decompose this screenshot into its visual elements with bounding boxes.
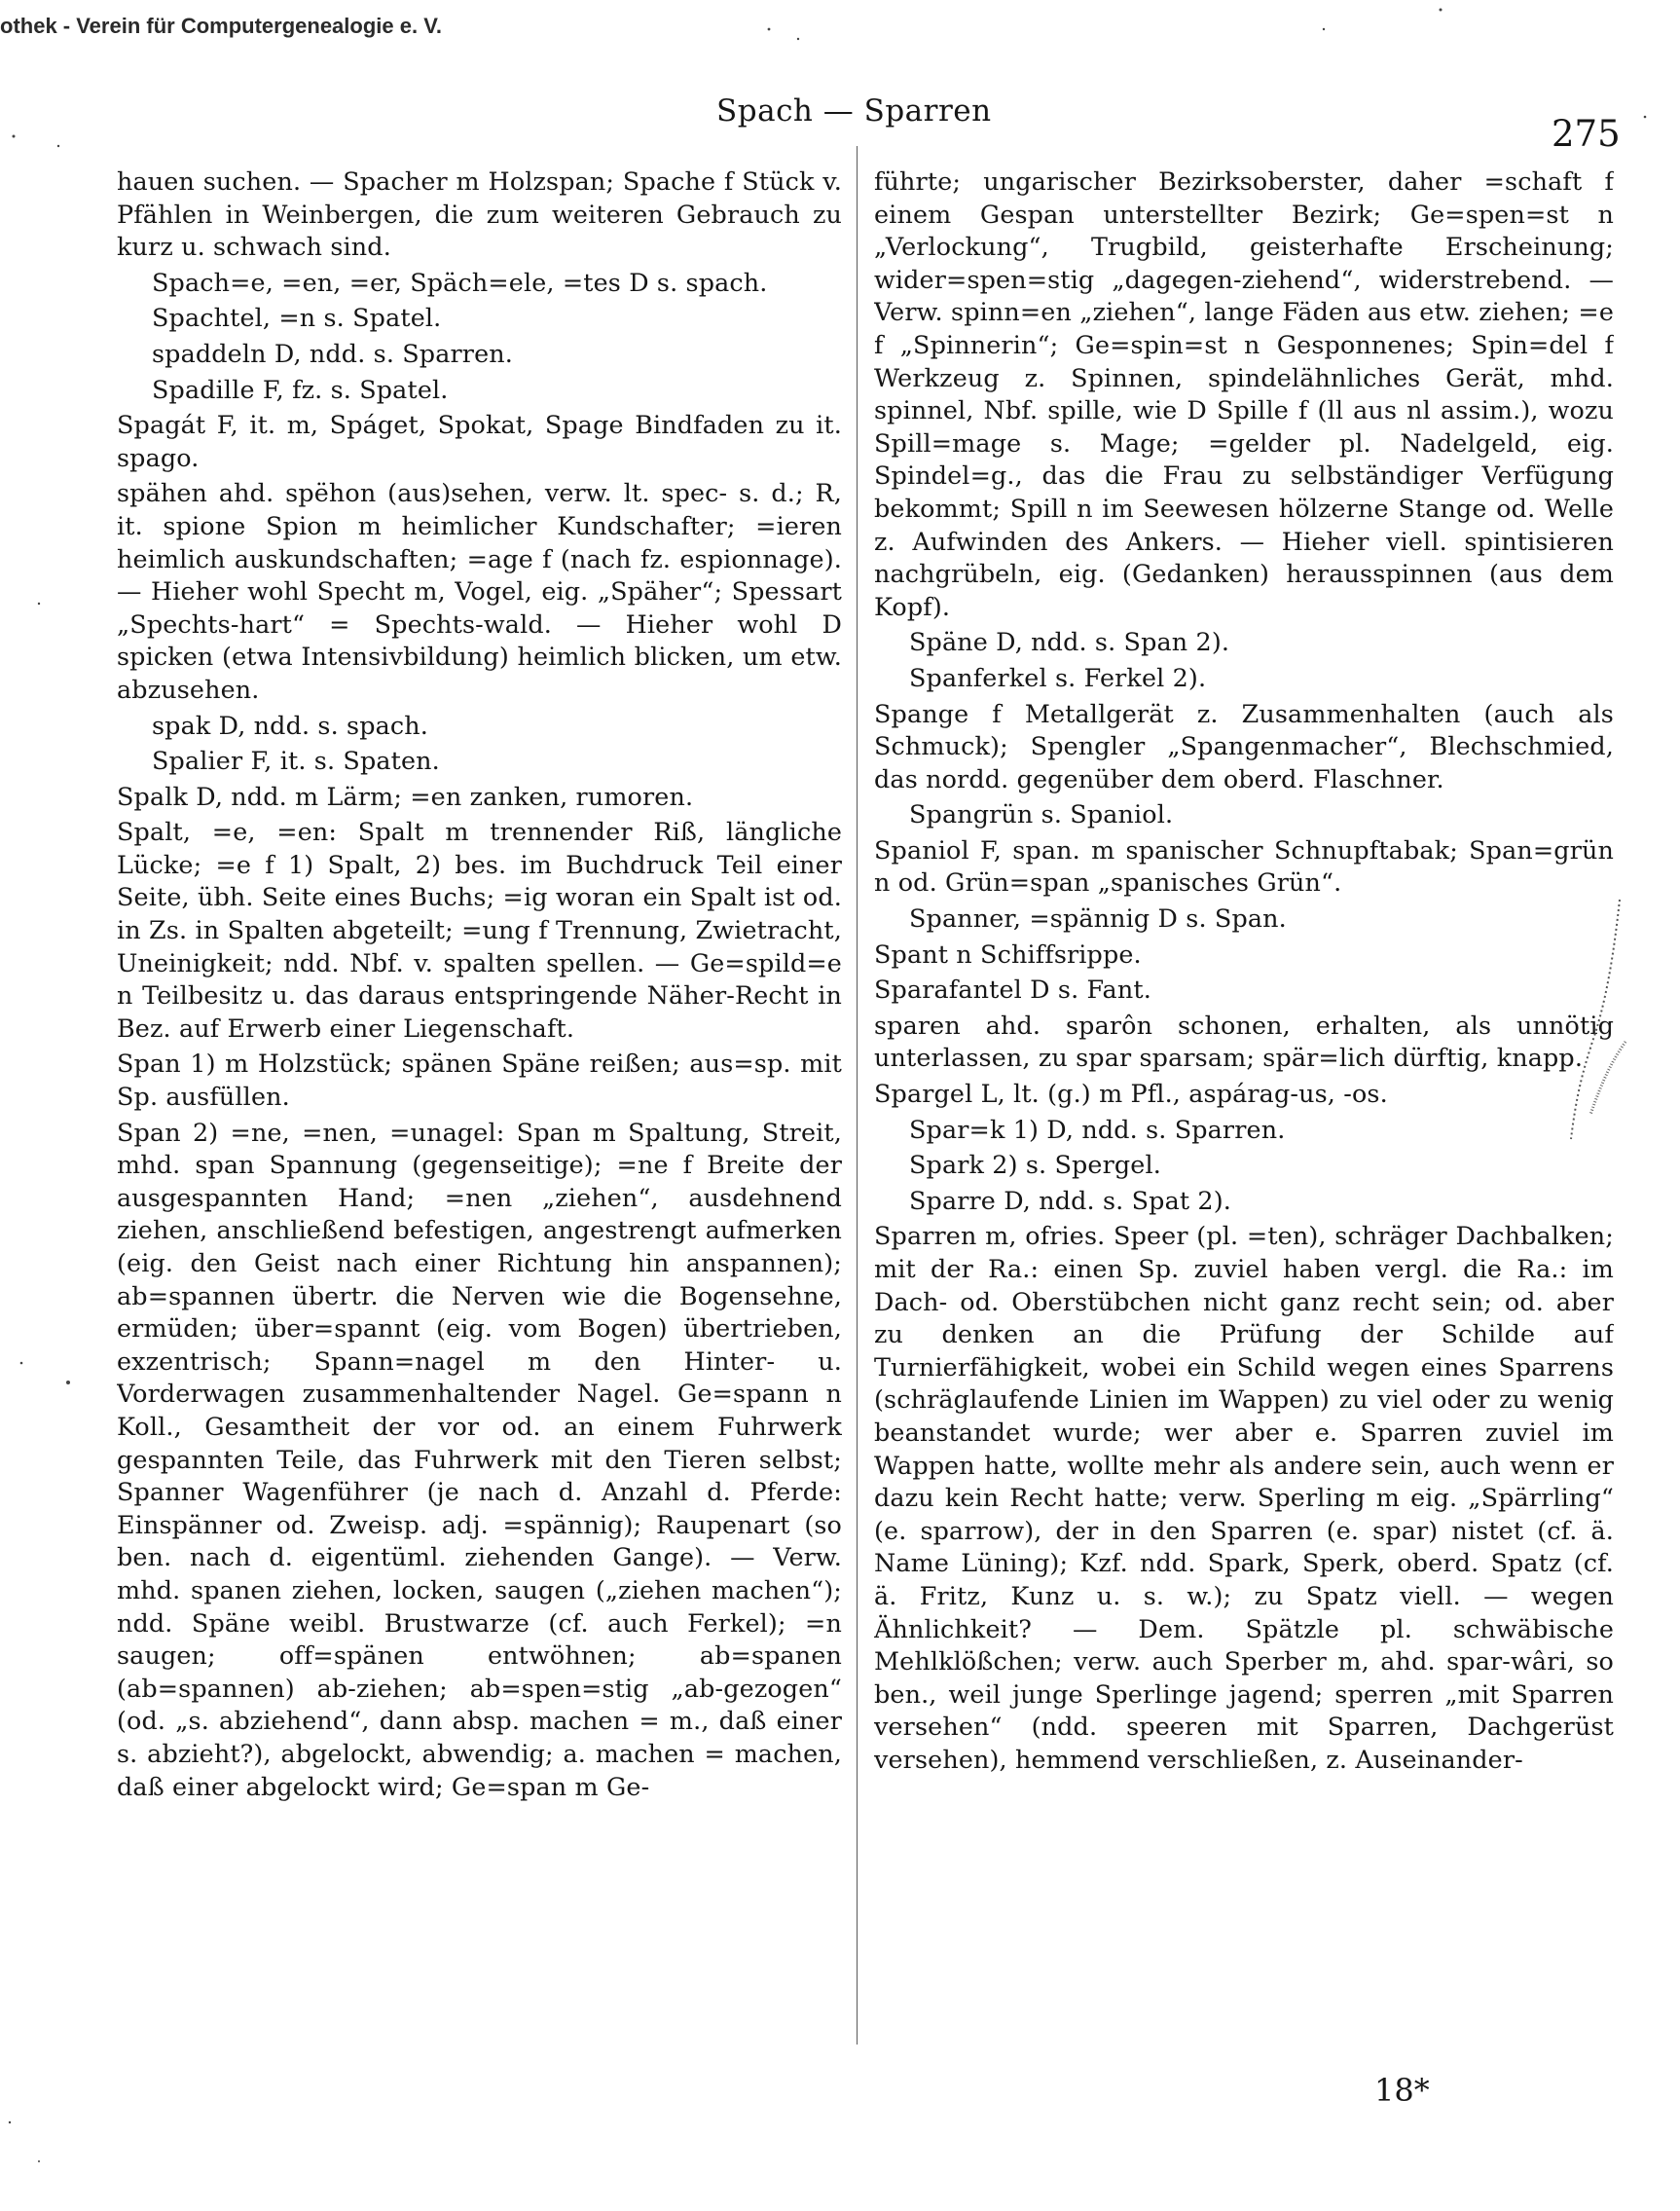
dictionary-entry: spaddeln D, ndd. s. Sparren. xyxy=(152,338,513,368)
pencil-mark-icon xyxy=(1563,896,1631,1149)
left-column xyxy=(117,166,842,2045)
dictionary-entry: Spalk D, ndd. m Lärm; =en zanken, rumoren. xyxy=(117,781,694,811)
dictionary-entry: Spagát F, it. m, Spáget, Spokat, Spage Bindfaden zu it. spago. xyxy=(117,410,842,472)
dictionary-entry: Späne D, ndd. s. Span 2). xyxy=(909,627,1230,657)
source-watermark: othek - Verein für Computergenealogie e. V. xyxy=(0,14,442,38)
dictionary-entry: Spanner, =spännig D s. Span. xyxy=(909,903,1287,934)
dictionary-entry: Spant n Schiffsrippe. xyxy=(874,939,1142,969)
dictionary-entry: sparen ahd. sparôn schonen, erhalten, als unnötig unterlassen, zu spar sparsam; spär=lich dürftig, knapp. xyxy=(874,1010,1614,1073)
dictionary-entry: spähen ahd. spëhon (aus)sehen, verw. lt. spec- s. d.; R, it. spione Spion m heimlicher Kundschafter; =ieren heimlich auskundschaften; =age f (nach fz. espionnage). — Hieher wohl Specht m, Vogel, eig. „Späher“; Spessart „Spechts-hart“ = Spechts-wald. — Hieher wohl D spicken (etwa Intensivbildung) heimlich blicken, um etw. abzusehen. xyxy=(117,478,842,704)
dictionary-entry: Spangrün s. Spaniol. xyxy=(909,799,1174,829)
dictionary-entry: Spalier F, it. s. Spaten. xyxy=(152,746,440,776)
dictionary-entry: Spadille F, fz. s. Spatel. xyxy=(152,374,449,404)
dictionary-entry: Spachtel, =n s. Spatel. xyxy=(152,303,442,333)
page-number: 275 xyxy=(1552,113,1621,155)
sheet-signature: 18* xyxy=(1374,2072,1430,2109)
dictionary-entry: Spark 2) s. Spergel. xyxy=(909,1150,1161,1180)
dictionary-entry: hauen suchen. — Spacher m Holzspan; Spache f Stück v. Pfählen in Weinbergen, die zum weiteren Gebrauch zu kurz u. schwach sind. xyxy=(117,166,842,262)
column-divider xyxy=(857,146,858,2045)
dictionary-entry: Span 2) =ne, =nen, =unagel: Span m Spaltung, Streit, mhd. span Spannung (gegenseitige); =ne f Breite der ausgespannten Hand; =nen „ziehen“, ausdehnend ziehen, anschließend befestigen, angestrengt aufmerken (eig. den Geist nach einer Richtung hin anspannen); ab=spannen übertr. die Nerven wie die Bogensehne, ermüden; über=spannt (eig. vom Bogen) übertrieben, exzentrisch; Spann=nagel m den Hinter- u. Vorderwagen zusammenhaltender Nagel. Ge=spann n Koll., Gesamtheit der vor od. an einem Fuhrwerk gespannten Teile, das Fuhrwerk mit den Tieren selbst; Spanner Wagenführer (je nach d. Anzahl d. Pferde: Einspänner od. Zweisp. adj. =spännig); Raupenart (so ben. nach d. eigentüml. ziehenden Gange). — Verw. mhd. spanen ziehen, locken, saugen („ziehen machen“); ndd. Späne weibl. Brustwarze (cf. auch Ferkel); =n saugen; off=spänen entwöhnen; ab=spanen (ab=spannen) ab-ziehen; ab=spen=stig „ab-gezogen“ (od. „s. abziehend“, dann absp. machen = m., daß einer s. abzieht?), abgelockt, abwendig; a. machen = machen, daß einer abgelockt wird; Ge=span m Ge- xyxy=(117,1117,842,1801)
dictionary-entry: Spar=k 1) D, ndd. s. Sparren. xyxy=(909,1114,1286,1144)
dictionary-entry: Span 1) m Holzstück; spänen Späne reißen; aus=sp. mit Sp. ausfüllen. xyxy=(117,1049,842,1112)
dictionary-entry: Spanferkel s. Ferkel 2). xyxy=(909,662,1207,692)
running-head: Spach — Sparren xyxy=(716,93,992,129)
dictionary-entry: Spach=e, =en, =er, Späch=ele, =tes D s. spach. xyxy=(152,267,768,297)
dictionary-entry: Spaniol F, span. m spanischer Schnupftabak; Span=grün n od. Grün=span „spanisches Grün“. xyxy=(874,834,1614,898)
dictionary-entry: Sparafantel D s. Fant. xyxy=(874,975,1151,1005)
dictionary-entry: Sparren m, ofries. Speer (pl. =ten), schräger Dachbalken; mit der Ra.: einen Sp. zuviel haben vergl. die Ra.: im Dach- od. Oberstübchen nicht ganz recht sein; od. aber zu denken an die Prüfung der Schilde auf Turnierfähigkeit, wobei ein Schild wegen eines Sparrens (schräglaufende Linien im Wappen) zu viel oder zu wenig beanstandet wurde; wer aber e. Sparren zuviel im Wappen hatte, wollte mehr als andere sein, auch wenn er dazu kein Recht hatte; verw. Sperling m eig. „Spärrling“ (e. sparrow), der in den Sparren (e. spar) nistet (cf. ä. Name Lüning); Kzf. ndd. Spark, Sperk, oberd. Spatz (cf. ä. Fritz, Kunz u. s. w.); zu Spatz viell. — wegen Ähnlichkeit? — Dem. Spätzle pl. schwäbische Mehlklößchen; verw. auch Sperber m, ahd. spar-wâri, so ben., weil junge Sperlinge jagend; sperren „mit Sparren versehen“ (ndd. speeren mit Sparren, Dachgerüst versehen), hemmend verschließen, z. Auseinander- xyxy=(874,1221,1614,1774)
dictionary-entry: Spargel L, lt. (g.) m Pfl., aspárag-us, -os. xyxy=(874,1079,1388,1109)
dictionary-entry: führte; ungarischer Bezirksoberster, daher =schaft f einem Gespan unterstellter Bezirk; Ge=spen=st n „Verlockung“, Trugbild, geisterhafte Erscheinung; wider=spen=stig „dagegen-ziehend“, widerstrebend. — Verw. spinn=en „ziehen“, lange Fäden aus etw. ziehen; =e f „Spinnerin“; Ge=spin=st n Gesponnenes; Spin=del f Werkzeug z. Spinnen, spindelähnliches Gerät, mhd. spinnel, Nbf. spille, wie D Spille f (ll aus nl assim.), wozu Spill=mage s. Mage; =gelder pl. Nadelgeld, eig. Spindel=g., das die Frau zu selbständiger Verfügung bekommt; Spill n im Seewesen hölzerne Stange od. Welle z. Aufwinden des Ankers. — Hieher viell. spintisieren nachgrübeln, eig. (Gedanken) herausspinnen (aus dem Kopf). xyxy=(874,166,1614,621)
dictionary-entry: Spange f Metallgerät z. Zusammenhalten (auch als Schmuck); Spengler „Spangenmacher“, Blechschmied, das nordd. gegenüber dem oberd. Flaschner. xyxy=(874,698,1614,793)
dictionary-entry: Sparre D, ndd. s. Spat 2). xyxy=(909,1185,1232,1215)
dictionary-entry: Spalt, =e, =en: Spalt m trennender Riß, längliche Lücke; =e f 1) Spalt, 2) bes. im Buchdruck Teil einer Seite, übh. Seite eines Buchs; =ig woran ein Spalt ist od. in Zs. in Spalten abgeteilt; =ung f Trennung, Zwietracht, Uneinigkeit; ndd. Nbf. v. spalten spellen. — Ge=spild=e n Teilbesitz u. das daraus entspringende Näher-Recht in Bez. auf Erwerb einer Liegenschaft. xyxy=(117,817,842,1043)
right-column xyxy=(874,166,1614,2045)
dictionary-entry: spak D, ndd. s. spach. xyxy=(152,710,429,740)
